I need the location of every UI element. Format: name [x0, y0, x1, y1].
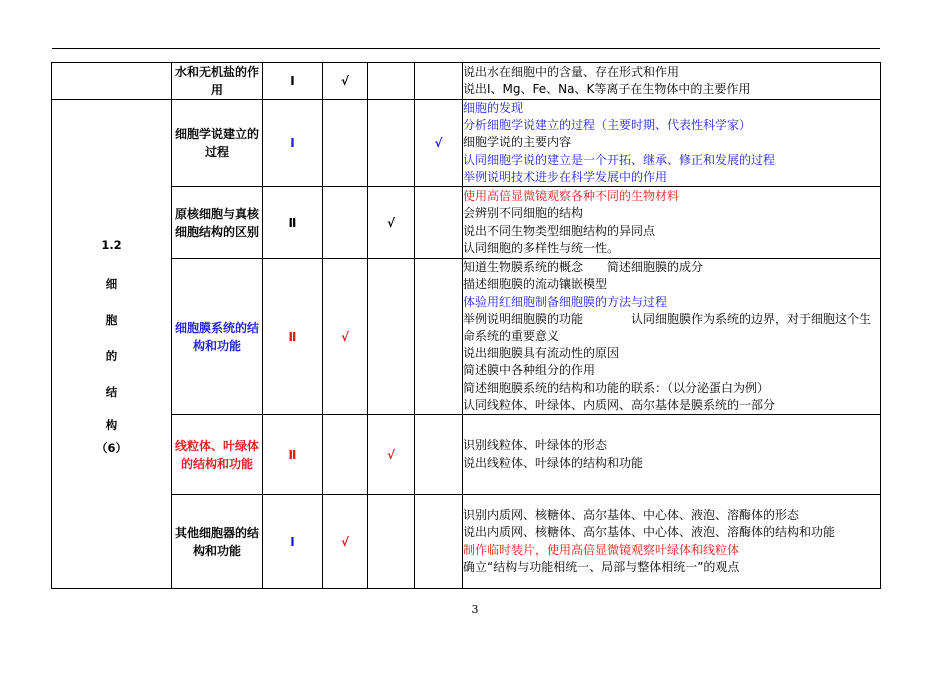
- requirement-line: 认同线粒体、叶绿体、内质网、高尔基体是膜系统的一部分: [463, 397, 776, 412]
- requirement-line: 简述膜中各种组分的作用: [463, 363, 596, 378]
- requirement-line: 识别内质网、核糖体、高尔基体、中心体、液泡、溶酶体的形态: [463, 508, 800, 523]
- requirement-line: 描述细胞膜的流动镶嵌模型: [463, 277, 608, 292]
- check-cell: √: [368, 415, 415, 495]
- check-cell: √: [368, 187, 415, 259]
- requirement-line: 说出内质网、核糖体、高尔基体、中心体、液泡、溶酶体的结构和功能: [463, 525, 836, 540]
- header-rule: [52, 48, 880, 49]
- requirement-line: 分析细胞学说建立的过程（主要时期、代表性科学家）: [463, 118, 752, 133]
- section-number: 1.2: [101, 238, 122, 252]
- section-title-char: 结: [105, 385, 118, 399]
- section-title-char: 的: [105, 349, 118, 363]
- check-cell: [323, 100, 368, 187]
- requirement-line: 细胞学说的主要内容: [463, 135, 572, 150]
- requirement-line: 说出细胞膜具有流动性的原因: [463, 346, 620, 361]
- requirements-cell: [463, 100, 881, 187]
- requirements-cell: [463, 495, 881, 589]
- requirement-line: 认同细胞学说的建立是一个开拓、继承、修正和发展的过程: [463, 152, 776, 167]
- requirement-line: 说出不同生物类型细胞结构的异同点: [463, 223, 656, 238]
- check-cell: [368, 259, 415, 415]
- requirement-line: 举例说明技术进步在科学发展中的作用: [463, 169, 668, 184]
- check-cell: [368, 63, 415, 100]
- check-cell: [368, 100, 415, 187]
- requirement-line: 简述细胞膜系统的结构和功能的联系：（以分泌蛋白为例）: [463, 380, 770, 395]
- level-cell: Ⅱ: [263, 259, 323, 415]
- section-title-char: 构: [105, 418, 118, 432]
- check-cell: [368, 495, 415, 589]
- topic-cell: 其他细胞器的结构和功能: [172, 495, 263, 589]
- check-cell: [415, 187, 463, 259]
- requirement-line: 使用高倍显微镜观察各种不同的生物材料: [463, 189, 680, 204]
- requirement-line: 举例说明细胞膜的功能 认同细胞膜作为系统的边界，对于细胞这个生命系统的重要意义: [463, 311, 872, 343]
- check-cell: [323, 187, 368, 259]
- level-cell: Ⅰ: [263, 63, 323, 100]
- requirement-line: 识别线粒体、叶绿体的形态: [463, 438, 608, 453]
- requirement-line: 说出线粒体、叶绿体的结构和功能: [463, 455, 644, 470]
- topic-cell: 线粒体、叶绿体的结构和功能: [172, 415, 263, 495]
- topic-cell: 水和无机盐的作用: [172, 63, 263, 100]
- level-cell: Ⅰ: [263, 100, 323, 187]
- requirement-line: 知道生物膜系统的概念 简述细胞膜的成分: [463, 260, 704, 275]
- topic-cell: 细胞膜系统的结构和功能: [172, 259, 263, 415]
- requirement-line: 细胞的发现: [463, 101, 524, 115]
- section-title-char: 细: [105, 277, 118, 291]
- page-number: 3: [471, 603, 479, 616]
- topic-cell: 细胞学说建立的过程: [172, 100, 263, 187]
- topic-cell: 原核细胞与真核细胞结构的区别: [172, 187, 263, 259]
- check-cell: √: [415, 100, 463, 187]
- level-cell: Ⅱ: [263, 187, 323, 259]
- check-cell: √: [323, 495, 368, 589]
- check-cell: [323, 415, 368, 495]
- check-cell: [415, 63, 463, 100]
- requirement-line: 确立“结构与功能相统一、局部与整体相统一”的观点: [463, 559, 740, 574]
- requirements-cell: [463, 187, 881, 259]
- check-cell: [415, 495, 463, 589]
- requirement-line: 说出Ⅰ、Mg、Fe、Na、K等离子在生物体中的主要作用: [463, 82, 751, 96]
- syllabus-table: [51, 62, 881, 589]
- requirement-line: 说出水在细胞中的含量、存在形式和作用: [463, 64, 680, 79]
- check-cell: √: [323, 63, 368, 100]
- section-title-char: 胞: [105, 313, 118, 327]
- check-cell: [415, 259, 463, 415]
- requirement-line: 体验用红细胞制备细胞膜的方法与过程: [463, 294, 668, 309]
- level-cell: Ⅰ: [263, 495, 323, 589]
- requirement-line: 会辨别不同细胞的结构: [463, 206, 584, 221]
- requirements-cell: [463, 415, 881, 495]
- check-cell: [415, 415, 463, 495]
- section-cell-top: [52, 63, 172, 100]
- level-cell: Ⅱ: [263, 415, 323, 495]
- requirements-cell: [463, 259, 881, 415]
- check-cell: √: [323, 259, 368, 415]
- section-hours: （6）: [95, 441, 127, 455]
- requirement-line: 认同细胞的多样性与统一性。: [463, 240, 620, 255]
- requirements-cell: [463, 63, 881, 100]
- requirement-line: 制作临时装片，使用高倍显微镜观察叶绿体和线粒体: [463, 542, 740, 557]
- section-cell: [52, 100, 172, 589]
